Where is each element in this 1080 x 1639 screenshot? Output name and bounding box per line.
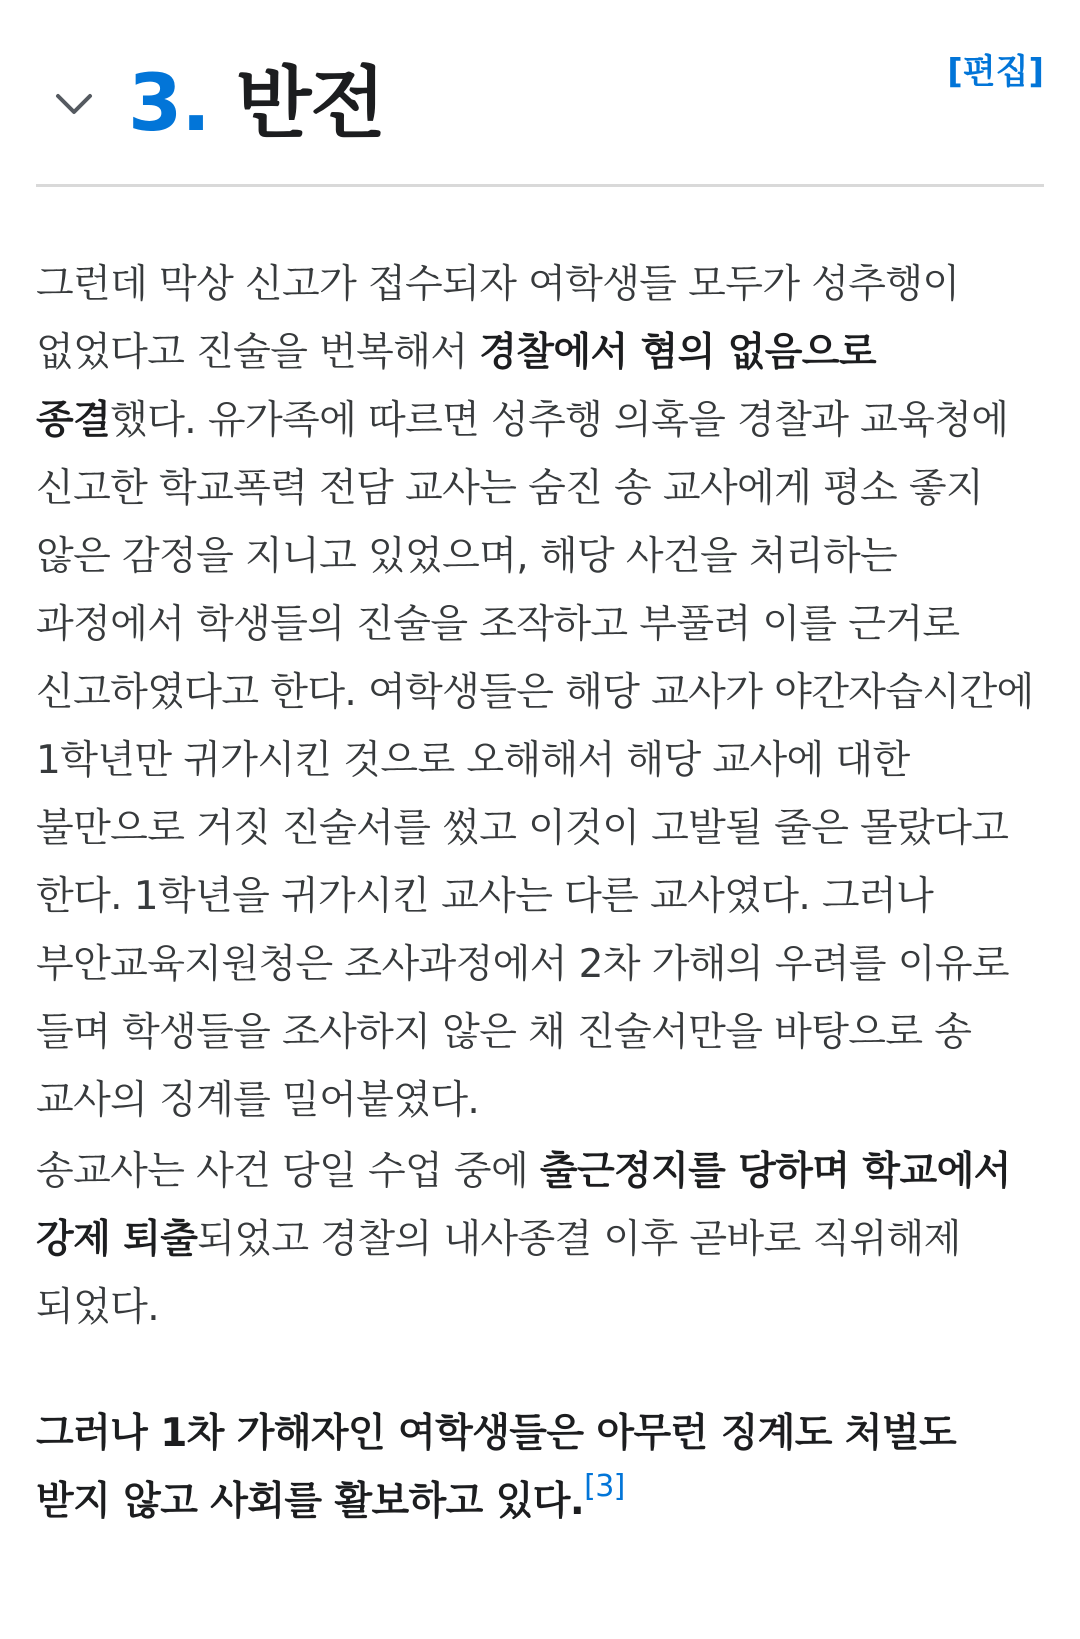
paragraph-1-bold-1: 경찰에서 혐의 없음으로 종결 <box>36 330 876 443</box>
chevron-down-icon[interactable] <box>54 84 94 124</box>
paragraph-1-text-1: 그런데 막상 신고가 접수되자 여학생들 모두가 성추행이 없었다고 진술을 번복해서 <box>36 262 960 375</box>
section-heading <box>36 0 1044 187</box>
paragraph-2 <box>36 1138 1042 1342</box>
paragraph-1-text-2: 했다. 유가족에 따르면 성추행 의혹을 경찰과 교육청에 신고한 학교폭력 전담 교사는 숨진 송 교사에게 평소 좋지 않은 감정을 지니고 있었으며, 해당 사건을 처리하는 과정에서 학생들의 진술을 조작하고 부풀려 이를 근거로 신고하였다고 한다. 여학생들은 해당 교사가 야간자습시간에 1학년만 귀가시킨 것으로 오해해서 해당 교사에 대한 불만으로 거짓 진술서를 썼고 이것이 고발될 줄은 몰랐다고 한다. 1학년을 귀가시킨 교사는 다른 교사였다. 그러나 부안교육지원청은 조사과정에서 2차 가해의 우려를 이유로 들며 학생들을 조사하지 않은 채 진술서만을 바탕으로 송 교사의 징계를 밀어붙였다. <box>36 398 1034 1123</box>
paragraph-2-bold-1: 출근정지를 당하며 학교에서 강제 퇴출 <box>36 1149 1011 1262</box>
section-title <box>128 56 385 152</box>
paragraph-3 <box>36 1400 1042 1536</box>
section-number: 3. <box>128 59 210 149</box>
paragraph-3-bold-1: 그러나 1차 가해자인 여학생들은 아무런 징계도 처벌도 받지 않고 사회를 활보하고 있다. <box>36 1411 957 1524</box>
footnote-link[interactable]: [3] <box>584 1469 625 1504</box>
edit-link[interactable]: [편집] <box>947 52 1044 92</box>
paragraph-2-text-1: 송교사는 사건 당일 수업 중에 <box>36 1149 540 1194</box>
paragraph-1 <box>36 251 1042 1135</box>
paragraph-2-text-2: 되었고 경찰의 내사종결 이후 곧바로 직위해제 되었다. <box>36 1217 961 1330</box>
section-title-text: 반전 <box>236 59 385 149</box>
